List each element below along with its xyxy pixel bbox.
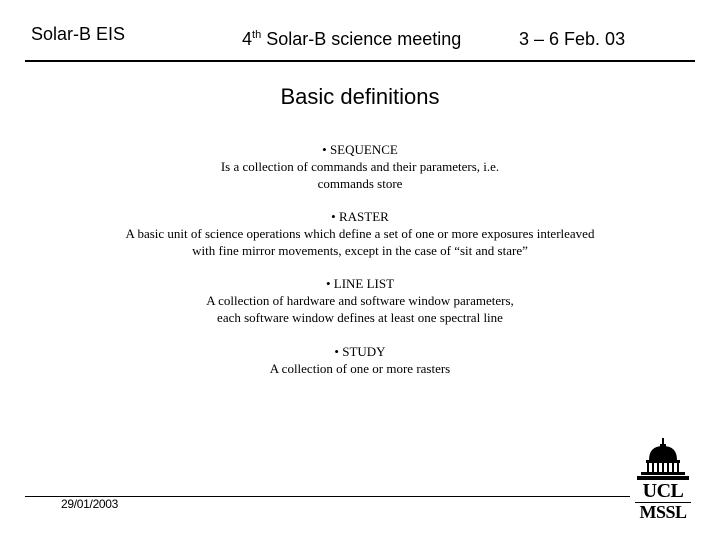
header-divider <box>25 60 695 62</box>
definition-term: • RASTER <box>331 209 389 224</box>
logo-text-mssl: MSSL <box>639 502 687 522</box>
definition-term: • LINE LIST <box>325 276 395 291</box>
meeting-ordinal-number: 4 <box>242 29 253 49</box>
definition-line-list <box>40 275 680 326</box>
definition-line: commands store <box>317 176 403 191</box>
header-meeting <box>242 29 461 50</box>
definition-line: A collection of one or more rasters <box>269 361 451 376</box>
definition-line: each software window defines at least one spectral line <box>217 310 503 325</box>
definition-sequence <box>40 141 680 192</box>
slide-title: Basic definitions <box>280 84 440 109</box>
ucl-mssl-logo <box>633 438 693 522</box>
definition-line: Is a collection of commands and their parameters, i.e. <box>220 159 500 174</box>
definition-study <box>40 343 680 377</box>
header-project: Solar-B EIS <box>31 24 126 44</box>
footer-date: 29/01/2003 <box>61 497 119 511</box>
definition-term: • STUDY <box>334 344 386 359</box>
definition-line: with fine mirror movements, except in the case of “sit and stare” <box>192 243 528 258</box>
definition-raster <box>40 208 680 259</box>
meeting-ordinal-suffix: th <box>252 29 262 41</box>
definition-line: A basic unit of science operations which define a set of one or more exposures interleaved <box>125 226 595 241</box>
definition-term: • SEQUENCE <box>322 142 398 157</box>
dome-icon <box>633 438 693 482</box>
logo-text-ucl: UCL <box>642 480 684 502</box>
definition-line: A collection of hardware and software window parameters, <box>206 293 514 308</box>
meeting-name: Solar-B science meeting <box>261 29 462 49</box>
header-dates: 3 – 6 Feb. 03 <box>519 29 626 49</box>
